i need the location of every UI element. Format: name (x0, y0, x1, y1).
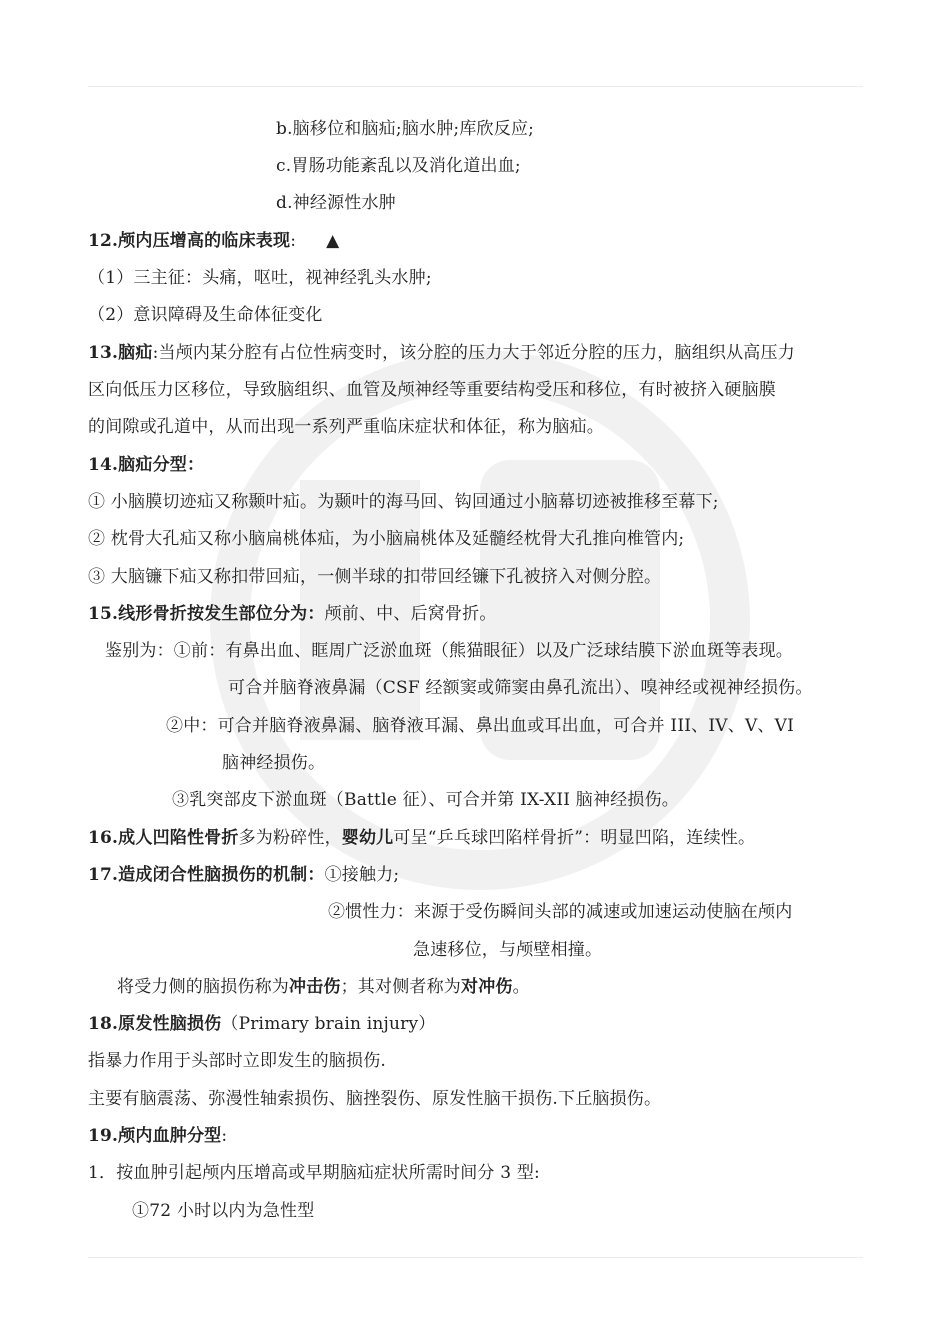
triangle-marker-icon: ▲ (326, 231, 340, 251)
line-15-back: ③乳突部皮下淤血斑（Battle 征）、可合并第 IX-XII 脑神经损伤。 (172, 790, 679, 810)
heading-16: 16.成人凹陷性骨折多为粉碎性，婴幼儿可呈“乒乓球凹陷样骨折”：明显凹陷，连续性。 (88, 828, 756, 848)
line-13-2: 区向低压力区移位，导致脑组织、血管及颅神经等重要结构受压和移位，有时被挤入硬脑膜 (88, 380, 776, 400)
line-15-front-2: 可合并脑脊液鼻漏（CSF 经额窦或筛窦由鼻孔流出）、嗅神经或视神经损伤。 (228, 678, 813, 698)
heading-14: 14.脑疝分型： (88, 455, 205, 475)
line-12-1: （1）三主征：头痛，呕吐，视神经乳头水肿; (88, 268, 432, 288)
line-c-gastro: c.胃肠功能紊乱以及消化道出血; (276, 156, 521, 176)
footer-rule (88, 1257, 863, 1258)
line-b-brain-shift: b.脑移位和脑疝;脑水肿;库欣反应; (276, 119, 535, 139)
line-17-inertia: ②惯性力：来源于受伤瞬间头部的减速或加速运动使脑在颅内 (328, 902, 793, 922)
heading-19: 19.颅内血肿分型: (88, 1126, 228, 1146)
line-14-2: ② 枕骨大孔疝又称小脑扁桃体疝，为小脑扁桃体及延髓经枕骨大孔推向椎管内; (88, 529, 685, 549)
line-14-3: ③ 大脑镰下疝又称扣带回疝，一侧半球的扣带回经镰下孔被挤入对侧分腔。 (88, 567, 662, 587)
line-15-front: 鉴别为：①前：有鼻出血、眶周广泛淤血斑（熊猫眼征）以及广泛球结膜下淤血斑等表现。 (105, 641, 793, 661)
line-15-middle-2: 脑神经损伤。 (222, 753, 326, 773)
heading-15: 15.线形骨折按发生部位分为：颅前、中、后窝骨折。 (88, 604, 497, 624)
line-14-1: ① 小脑膜切迹疝又称颞叶疝。为颞叶的海马回、钩回通过小脑幕切迹被推移至幕下; (88, 492, 719, 512)
heading-18: 18.原发性脑损伤（Primary brain injury） (88, 1014, 436, 1034)
line-13-3: 的间隙或孔道中，从而出现一系列严重临床症状和体征，称为脑疝。 (88, 417, 604, 437)
line-d-neuro-edema: d.神经源性水肿 (276, 193, 396, 213)
header-rule (88, 86, 863, 87)
line-17-inertia-2: 急速移位，与颅壁相撞。 (413, 940, 603, 960)
line-18-1: 指暴力作用于头部时立即发生的脑损伤. (88, 1051, 387, 1071)
line-19-acute: ①72 小时以内为急性型 (132, 1201, 315, 1221)
line-18-2: 主要有脑震荡、弥漫性轴索损伤、脑挫裂伤、原发性脑干损伤.下丘脑损伤。 (88, 1089, 662, 1109)
line-17-injury-types: 将受力侧的脑损伤称为冲击伤；其对侧者称为对冲伤。 (117, 977, 530, 997)
line-19-1: 1．按血肿引起颅内压增高或早期脑疝症状所需时间分 3 型: (88, 1163, 540, 1183)
line-12-2: （2）意识障碍及生命体征变化 (88, 305, 323, 325)
heading-17: 17.造成闭合性脑损伤的机制：①接触力; (88, 865, 400, 885)
heading-13: 13.脑疝:当颅内某分腔有占位性病变时，该分腔的压力大于邻近分腔的压力，脑组织从高压力 (88, 343, 795, 363)
heading-12: 12.颅内压增高的临床表现: ▲ (88, 231, 340, 251)
line-15-middle: ②中：可合并脑脊液鼻漏、脑脊液耳漏、鼻出血或耳出血，可合并 III、IV、V、VI (166, 716, 795, 736)
